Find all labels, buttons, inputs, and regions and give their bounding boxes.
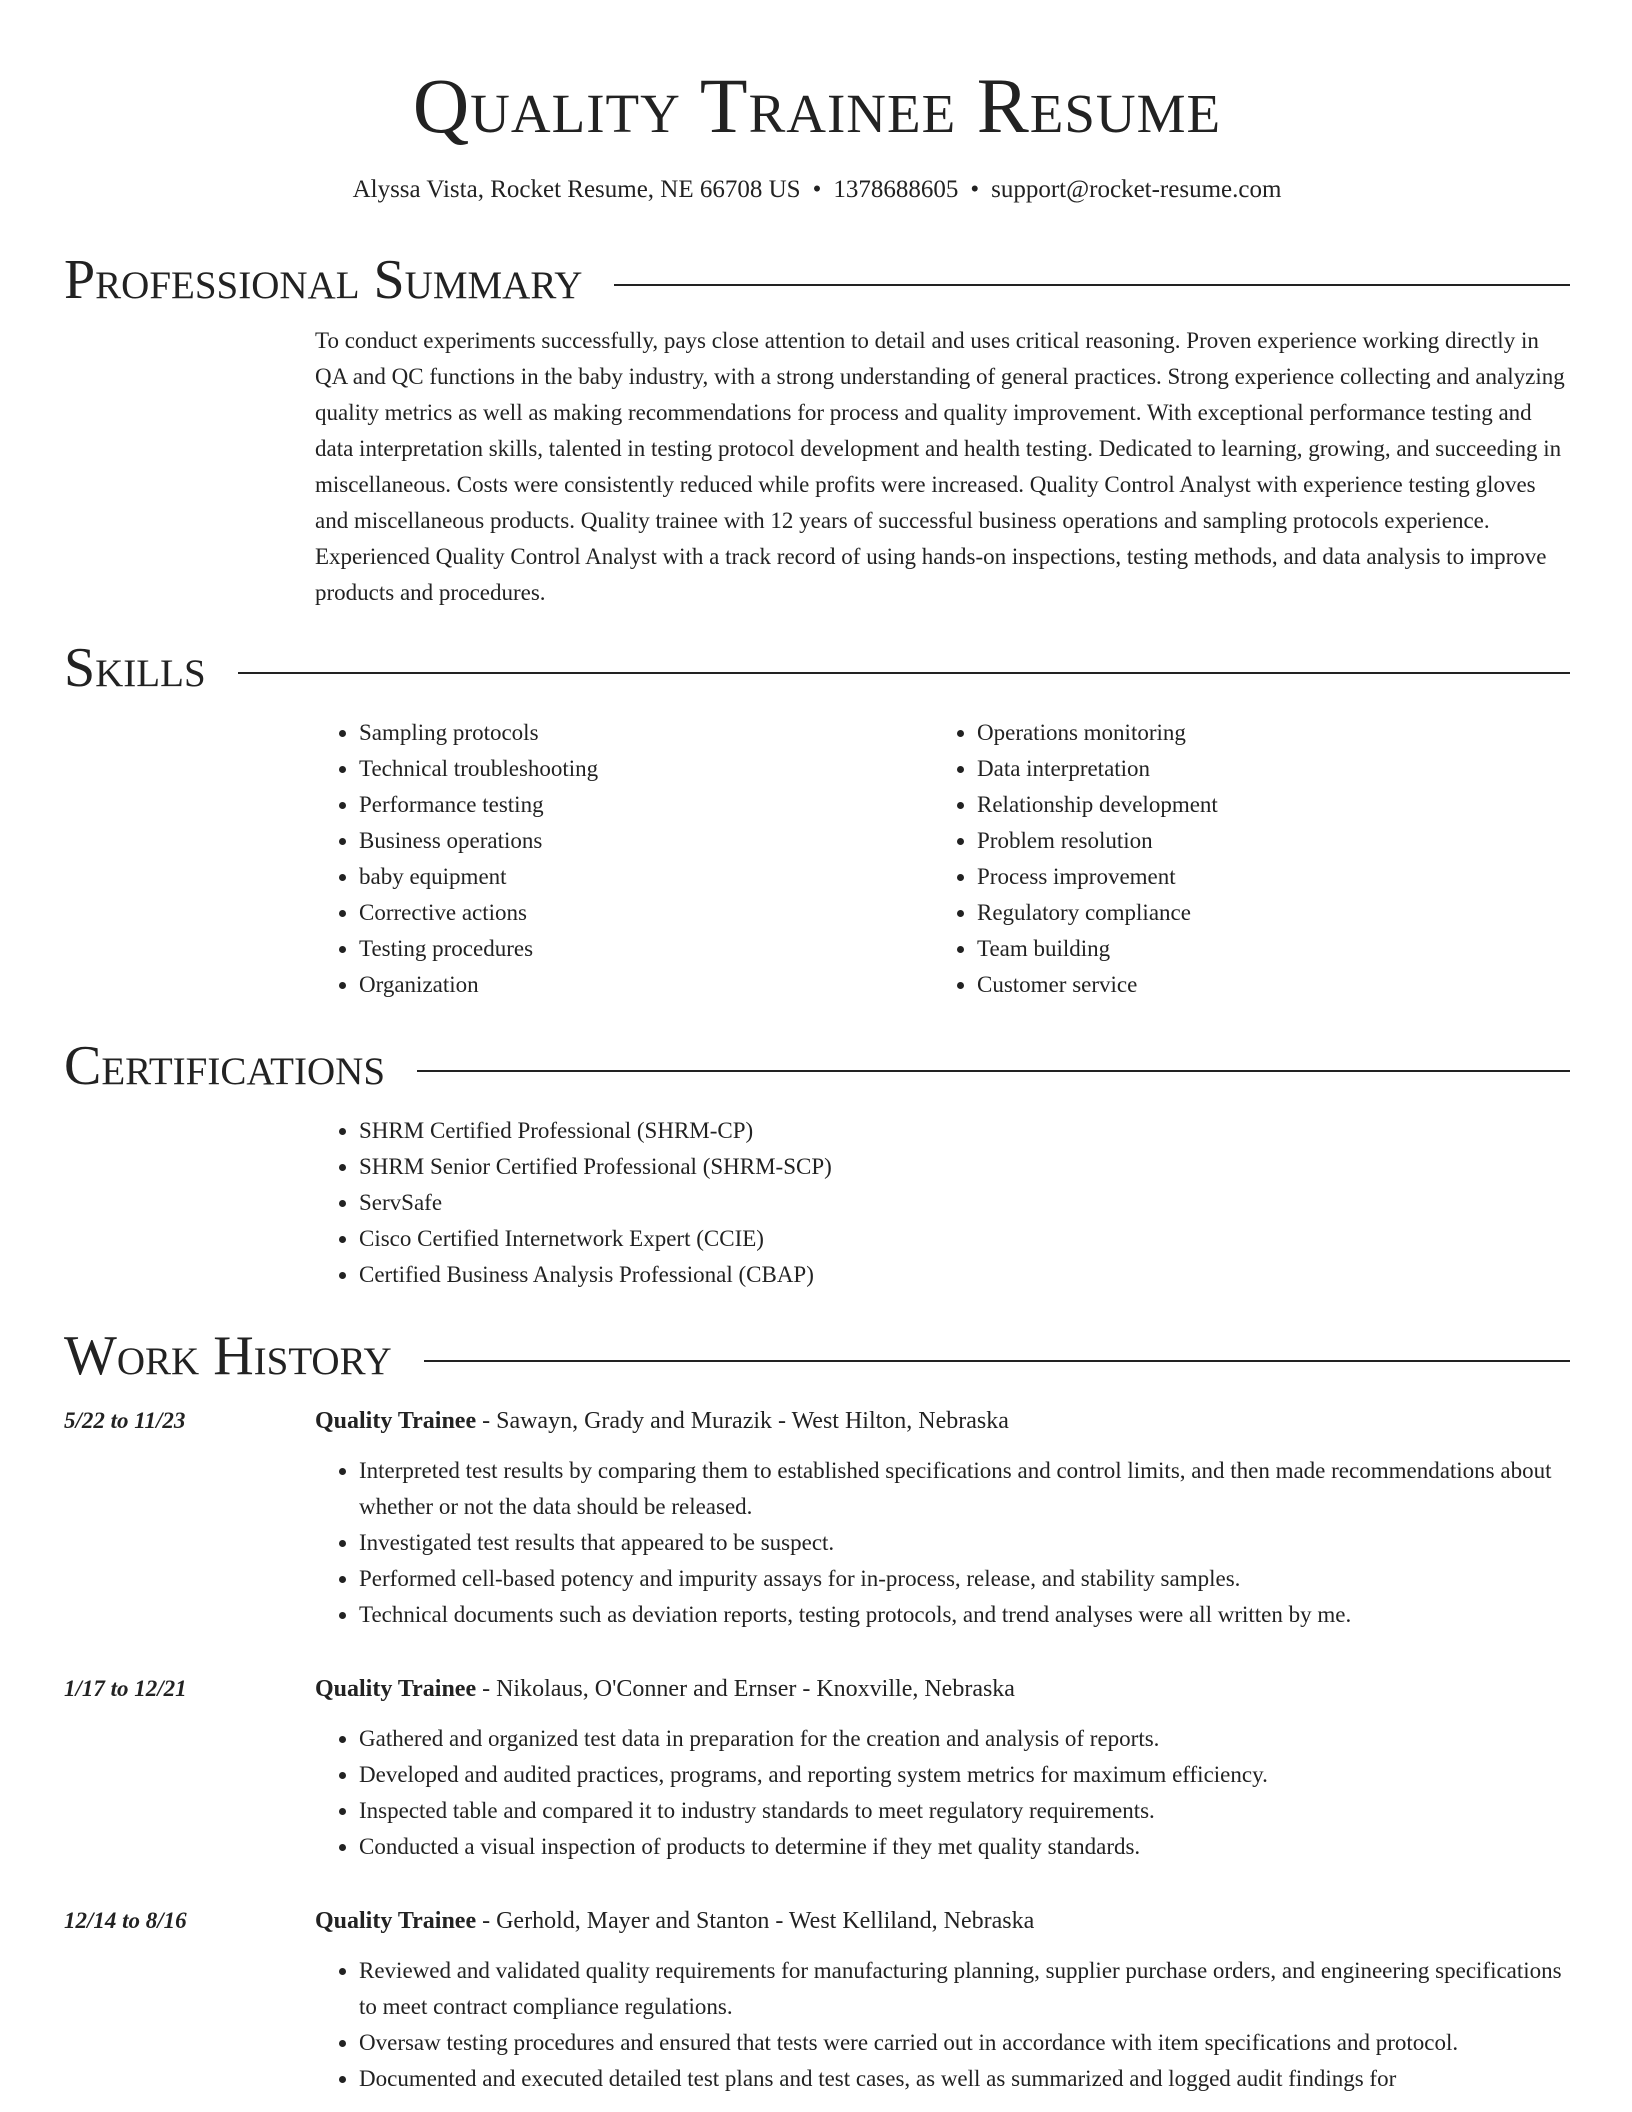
job-employer: - Gerhold, Mayer and Stanton - West Kelliland, Nebraska (476, 1908, 1035, 1934)
skill-item: • Problem resolution (977, 823, 1549, 859)
skill-item: • Sampling protocols (359, 715, 931, 751)
job-entry (64, 1903, 1570, 2097)
skill-item: • Technical troubleshooting (359, 751, 931, 787)
job-title: Quality Trainee (315, 1676, 477, 1702)
job-entry (64, 1671, 1570, 1865)
skill-item: • Relationship development (977, 787, 1549, 823)
job-bullet: • Conducted a visual inspection of products to determine if they met quality standards. (359, 1829, 1570, 1865)
job-dates: 12/14 to 8/16 (64, 1908, 187, 1933)
summary-section-title: Professional Summary (64, 249, 583, 311)
skill-item: • Customer service (977, 967, 1549, 1003)
job-bullet: • Performed cell-based potency and impurity assays for in-process, release, and stability samples. (359, 1561, 1570, 1597)
skill-item: • Corrective actions (359, 895, 931, 931)
job-bullet: • Developed and audited practices, programs, and reporting system metrics for maximum efficiency. (359, 1757, 1570, 1793)
job-heading (315, 1903, 1570, 1939)
job-employer: - Sawayn, Grady and Murazik - West Hilton, Nebraska (476, 1408, 1009, 1434)
certification-item: • ServSafe (359, 1185, 1570, 1221)
resume-page (64, 0, 1570, 2097)
job-bullet: • Oversaw testing procedures and ensured that tests were carried out in accordance with item specifications and protocol. (359, 2025, 1570, 2061)
work-history-section-title: Work History (64, 1325, 392, 1387)
job-bullet: • Technical documents such as deviation reports, testing protocols, and trend analyses were all written by me. (359, 1597, 1570, 1633)
section-divider (424, 1360, 1570, 1362)
job-entry (64, 1403, 1570, 1633)
skills-section-header (64, 633, 1570, 703)
job-bullets (315, 1721, 1570, 1865)
job-heading (315, 1403, 1570, 1439)
skill-item: • baby equipment (359, 859, 931, 895)
skill-item: • Team building (977, 931, 1549, 967)
job-bullets (315, 1953, 1570, 2097)
job-bullet: • Gathered and organized test data in preparation for the creation and analysis of reports. (359, 1721, 1570, 1757)
job-bullet: • Investigated test results that appeared to be suspect. (359, 1525, 1570, 1561)
skill-item: • Organization (359, 967, 931, 1003)
skills-column-right (931, 715, 1549, 1003)
job-dates: 5/22 to 11/23 (64, 1408, 186, 1433)
skill-item: • Operations monitoring (977, 715, 1549, 751)
certification-item: • SHRM Certified Professional (SHRM-CP) (359, 1113, 1570, 1149)
skills-section-title: Skills (64, 637, 206, 699)
job-bullet: • Reviewed and validated quality requirements for manufacturing planning, supplier purchase orders, and engineering specifications to meet contract compliance regulations. (359, 1953, 1570, 2025)
contact-email[interactable]: support@rocket-resume.com (991, 176, 1282, 203)
contact-line (64, 173, 1570, 207)
section-divider (614, 284, 1570, 286)
skill-item: • Business operations (359, 823, 931, 859)
skills-column-left (315, 715, 931, 1003)
summary-text: To conduct experiments successfully, pays close attention to detail and uses critical reasoning. Proven experience working directly in QA and QC functions in the baby industry, with a strong understanding of general practices. Strong experience collecting and analyzing quality metrics as well as making recommendations for process and quality improvement. With exceptional performance testing and data interpretation skills, talented in testing protocol development and health testing. Dedicated to learning, growing, and succeeding in miscellaneous. Costs were consistently reduced while profits were increased. Quality Control Analyst with experience testing gloves and miscellaneous products. Quality trainee with 12 years of successful business operations and sampling protocols experience. Experienced Quality Control Analyst with a track record of using hands-on inspections, testing methods, and data analysis to improve products and procedures. (315, 328, 1565, 605)
skill-item: • Performance testing (359, 787, 931, 823)
job-bullet: • Inspected table and compared it to industry standards to meet regulatory requirements. (359, 1793, 1570, 1829)
job-bullets (315, 1453, 1570, 1633)
skill-item: • Data interpretation (977, 751, 1549, 787)
summary-section-header (64, 245, 1570, 315)
section-divider (238, 672, 1570, 674)
certification-item: • SHRM Senior Certified Professional (SHRM-SCP) (359, 1149, 1570, 1185)
skill-item: • Testing procedures (359, 931, 931, 967)
contact-address: Alyssa Vista, Rocket Resume, NE 66708 US (352, 176, 801, 203)
certifications-section-title: Certifications (64, 1035, 386, 1097)
job-dates: 1/17 to 12/21 (64, 1676, 187, 1701)
job-title: Quality Trainee (315, 1408, 477, 1434)
section-divider (417, 1070, 1570, 1072)
contact-phone: 1378688605 (833, 176, 959, 203)
job-title: Quality Trainee (315, 1908, 477, 1934)
job-employer: - Nikolaus, O'Conner and Ernser - Knoxville, Nebraska (476, 1676, 1015, 1702)
certification-item: • Cisco Certified Internetwork Expert (CCIE) (359, 1221, 1570, 1257)
job-heading (315, 1671, 1570, 1707)
certifications-section-header (64, 1031, 1570, 1101)
certification-item: • Certified Business Analysis Professional (CBAP) (359, 1257, 1570, 1293)
job-bullet: • Documented and executed detailed test plans and test cases, as well as summarized and logged audit findings for (359, 2061, 1570, 2097)
resume-title: Quality Trainee Resume (412, 62, 1222, 149)
job-bullet: • Interpreted test results by comparing them to established specifications and control limits, and then made recommendations about whether or not the data should be released. (359, 1453, 1570, 1525)
skill-item: • Regulatory compliance (977, 895, 1549, 931)
skills-list (315, 715, 1570, 1003)
contact-separator: • (970, 176, 980, 203)
skill-item: • Process improvement (977, 859, 1549, 895)
work-history-section-header (64, 1321, 1570, 1391)
contact-separator: • (812, 176, 822, 203)
certifications-list (315, 1113, 1570, 1293)
